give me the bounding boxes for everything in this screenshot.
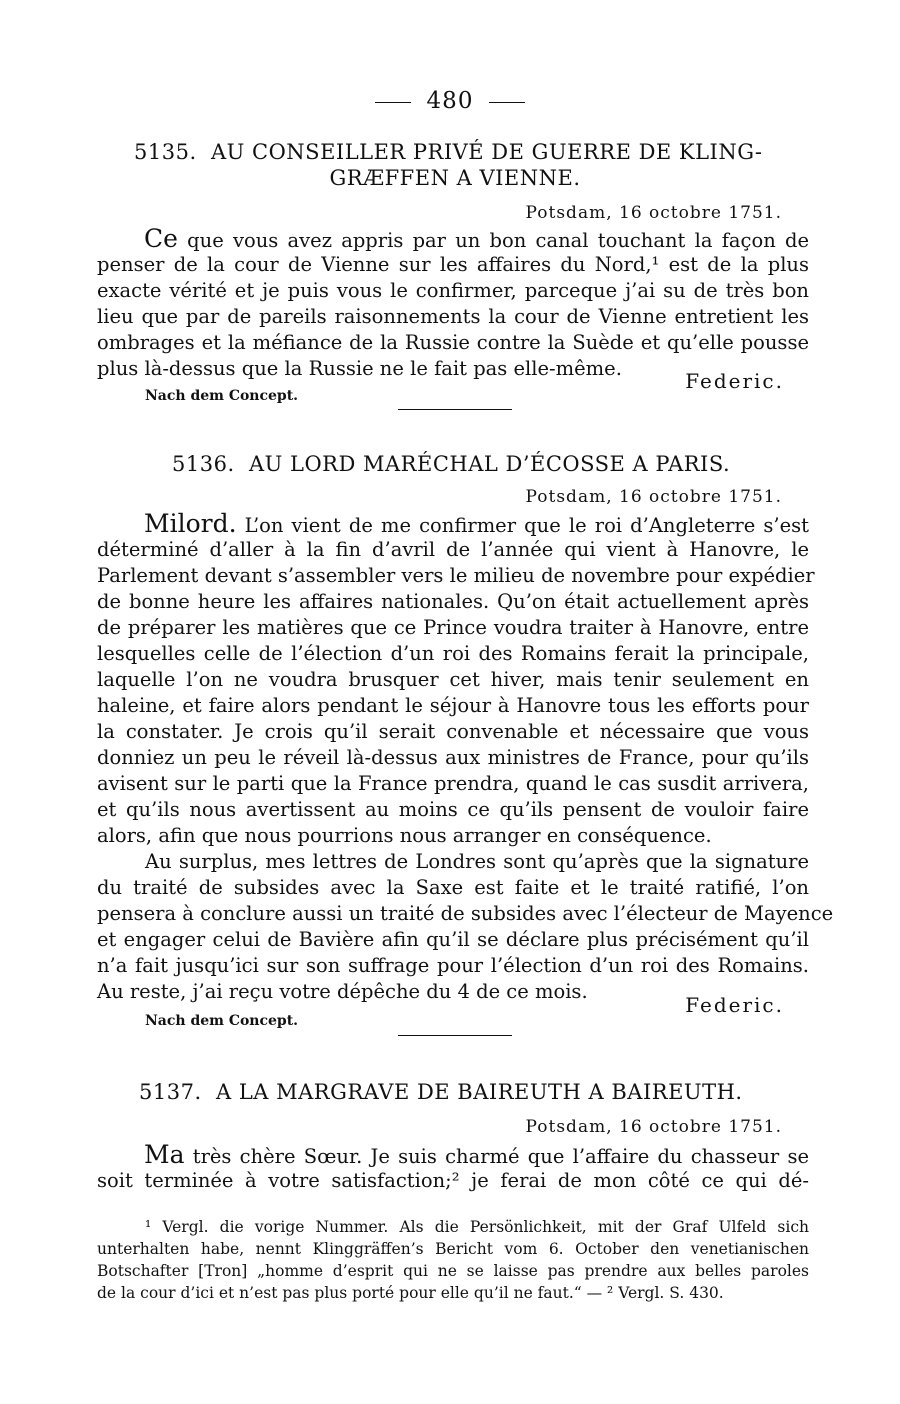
letter-title-line2: GRÆFFEN A VIENNE. (329, 166, 581, 190)
letter-line: laquelle l’on ne voudra brusquer cet hiver, mais tenir seulement en (97, 668, 809, 691)
letter-line: soit terminée à votre satisfaction;² je ferai de mon côté ce qui dé- (97, 1169, 809, 1192)
letter-line: alors, afin que nous pourrions nous arranger en conséquence. (97, 824, 712, 847)
source-note: Nach dem Concept. (145, 1013, 299, 1029)
letter-title-line1: A LA MARGRAVE DE BAIREUTH A BAIREUTH. (215, 1080, 743, 1104)
letter-line: du traité de subsides avec la Saxe est faite et le traité ratifié, l’on (97, 876, 809, 899)
letter-date: Potsdam, 16 octobre 1751. (525, 487, 782, 507)
letter-line: plus là-dessus que la Russie ne le fait pas elle-même. (97, 357, 622, 380)
footnote-line: de la cour d’ici et n’est pas plus porté pour elle qu’il ne faut.“ — ² Vergl. S. 430. (97, 1284, 724, 1302)
section-divider (398, 1035, 512, 1036)
footnote-line: ¹ Vergl. die vorige Nummer. Als die Persönlichkeit, mit der Graf Ulfeld sich (145, 1218, 809, 1236)
opening-word: Ce (144, 224, 178, 253)
signature: Federic. (685, 993, 784, 1017)
letter-line: haleine, et faire alors pendant le séjour à Hanovre tous les efforts pour (97, 694, 809, 717)
letter-line: avisent sur le parti que la France prendra, quand le cas susdit arrivera, (97, 772, 809, 795)
footnote-line: Botschafter [Tron] „homme d’esprit qui ne se laisse pas prendre aux belles paroles (97, 1262, 809, 1280)
letter-line: Parlement devant s’assembler vers le milieu de novembre pour expédier (97, 564, 815, 587)
opening-word: Ma (144, 1140, 185, 1169)
letter-line: Milord. L’on vient de me confirmer que le roi d’Angleterre s’est (144, 509, 809, 538)
letter-line: de bonne heure les affaires nationales. Qu’on était actuellement après (97, 590, 809, 613)
letter-line: lesquelles celle de l’élection d’un roi des Romains ferait la principale, (97, 642, 809, 665)
page-number-dash-right (489, 102, 525, 103)
letter-date: Potsdam, 16 octobre 1751. (525, 1117, 782, 1137)
letter-line: exacte vérité et je puis vous le confirmer, parceque j’ai su de très bon (97, 279, 809, 302)
letter-line: penser de la cour de Vienne sur les affaires du Nord,¹ est de la plus (97, 253, 809, 276)
signature: Federic. (685, 369, 784, 393)
letter-number: 5135. (134, 140, 197, 164)
letter-heading (134, 140, 763, 164)
footnote-line: unterhalten habe, nennt Klinggräffen’s Bericht vom 6. October den venetianischen (97, 1240, 809, 1258)
source-note: Nach dem Concept. (145, 388, 299, 404)
letter-line: ombrages et la méfiance de la Russie contre la Suède et qu’elle pousse (97, 331, 809, 354)
page-number (0, 88, 900, 114)
letter-line: la constater. Je crois qu’il serait convenable et nécessaire que vous (97, 720, 809, 743)
letter-line: n’a fait jusqu’ici sur son suffrage pour l’élection d’un roi des Romains. (97, 954, 809, 977)
letter-line: Ma très chère Sœur. Je suis charmé que l’affaire du chasseur se (144, 1140, 809, 1169)
letter-line: Au reste, j’ai reçu votre dépêche du 4 de ce mois. (97, 980, 588, 1003)
letter-line: et engager celui de Bavière afin qu’il se déclare plus précisément qu’il (97, 928, 809, 951)
letter-line: Au surplus, mes lettres de Londres sont qu’après que la signature (145, 850, 809, 873)
letter-line: Ce que vous avez appris par un bon canal touchant la façon de (144, 224, 809, 253)
letter-date: Potsdam, 16 octobre 1751. (525, 203, 782, 223)
letter-line: donniez un peu le réveil là-dessus aux ministres de France, pour qu’ils (97, 746, 809, 769)
letter-title-line1: AU LORD MARÉCHAL D’ÉCOSSE A PARIS. (248, 452, 731, 476)
letter-number: 5136. (172, 452, 235, 476)
letter-line: lieu que par de pareils raisonnements la cour de Vienne entretient les (97, 305, 809, 328)
letter-heading (139, 1080, 743, 1104)
letter-heading (172, 452, 730, 476)
letter-line: de préparer les matières que ce Prince voudra traiter à Hanovre, entre (97, 616, 809, 639)
page-number-dash-left (375, 102, 411, 103)
letter-line: déterminé d’aller à la fin d’avril de l’année qui vient à Hanovre, le (97, 538, 809, 561)
letter-line: et qu’ils nous avertissent au moins ce qu’ils pensent de vouloir faire (97, 798, 809, 821)
section-divider (398, 409, 512, 410)
page-number-text: 480 (426, 88, 474, 114)
letter-title-line1: AU CONSEILLER PRIVÉ DE GUERRE DE KLING- (210, 140, 763, 164)
letter-line: pensera à conclure aussi un traité de subsides avec l’électeur de Mayence (97, 902, 834, 925)
letter-number: 5137. (139, 1080, 202, 1104)
opening-word: Milord. (144, 509, 237, 538)
